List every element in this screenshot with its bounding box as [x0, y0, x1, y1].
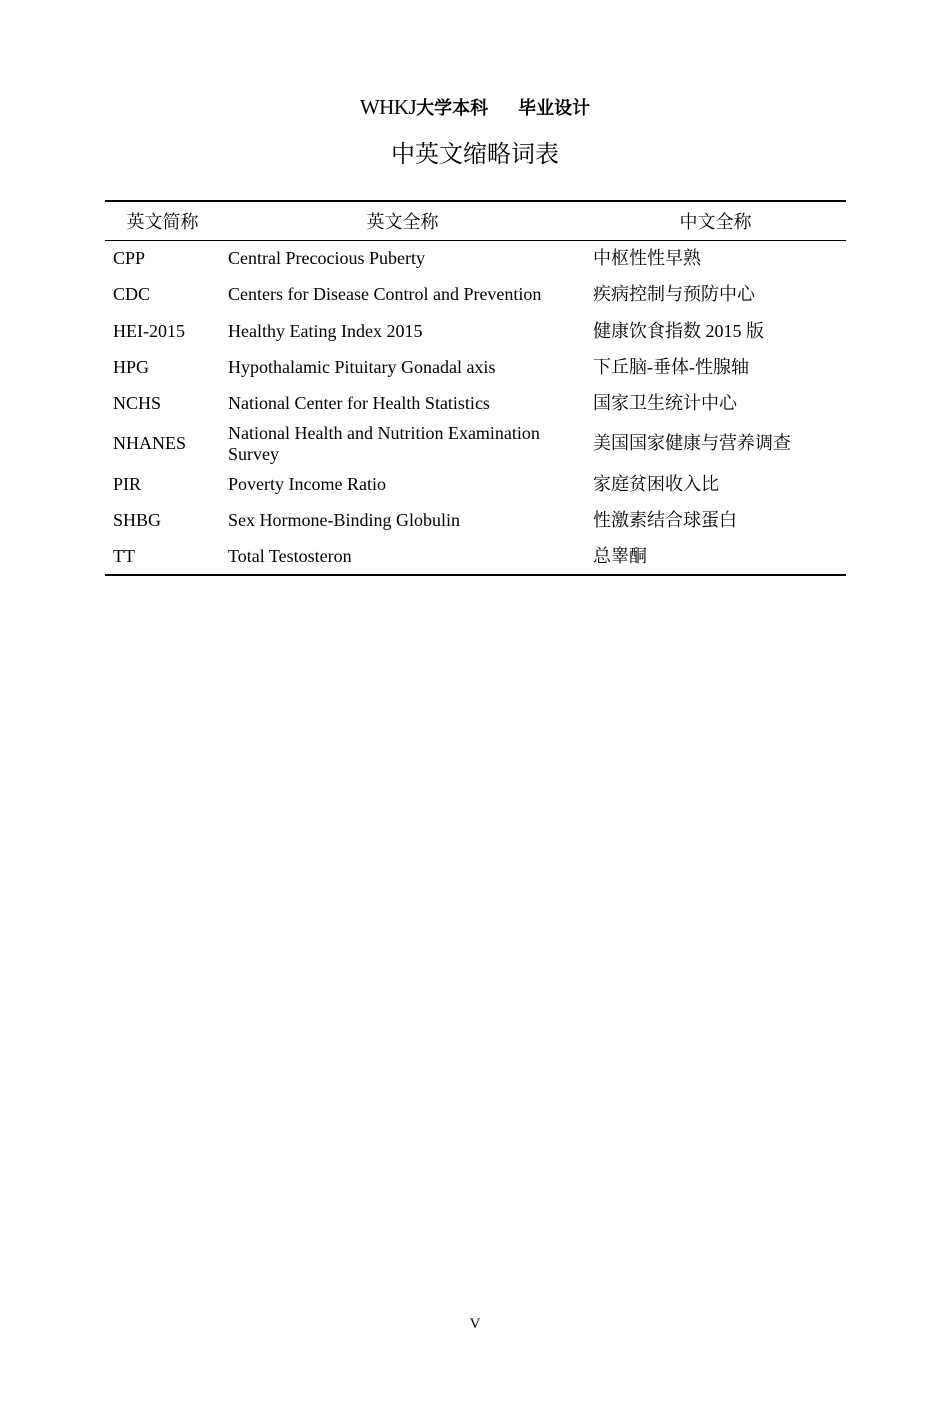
table-row [105, 539, 846, 575]
chinese-cell: 健康饮食指数 2015 版 [593, 320, 764, 341]
abbr-cell: CDC [113, 284, 151, 305]
chinese-cell: 家庭贫困收入比 [593, 473, 719, 494]
table-row [105, 277, 846, 313]
column-header-chinese: 中文全称 [585, 201, 846, 241]
abbr-cell: CPP [113, 248, 146, 269]
abbr-cell: HEI-2015 [113, 320, 185, 341]
chinese-cell: 总睾酮 [585, 539, 846, 575]
chinese-cell: 中枢性性早熟 [593, 248, 701, 269]
english-cell: Total Testosteron [220, 539, 585, 575]
header-type: 毕业设计 [518, 98, 591, 119]
abbr-cell: SHBG [113, 509, 162, 530]
table-row [105, 466, 846, 502]
column-header-english: 英文全称 [220, 201, 585, 241]
table-row [105, 502, 846, 538]
abbreviation-table [105, 200, 846, 576]
english-cell: Poverty Income Ratio [228, 473, 386, 494]
chinese-cell: 下丘脑-垂体-性腺轴 [593, 357, 749, 378]
table-row [105, 241, 846, 277]
abbr-cell: NHANES [113, 433, 187, 454]
chinese-cell: 性激素结合球蛋白 [593, 509, 737, 530]
english-cell: Hypothalamic Pituitary Gonadal axis [228, 357, 496, 378]
running-header [0, 94, 950, 120]
header-school-code: WHKJ [359, 95, 417, 119]
table-header-row [105, 201, 846, 241]
table-row [105, 349, 846, 385]
table-row [105, 386, 846, 422]
english-cell: National Center for Health Statistics [228, 393, 490, 414]
abbr-cell: HPG [113, 357, 150, 378]
header-spacer [488, 97, 518, 119]
chinese-cell: 美国国家健康与营养调查 [593, 433, 791, 454]
header-degree: 大学本科 [416, 98, 489, 119]
english-cell: Healthy Eating Index 2015 [228, 320, 423, 341]
table-row [105, 422, 846, 466]
table-row [105, 313, 846, 349]
page-title: 中英文缩略词表 [391, 140, 559, 168]
abbr-cell: PIR [113, 473, 142, 494]
abbr-cell: NCHS [113, 393, 162, 414]
english-cell: Central Precocious Puberty [228, 248, 425, 269]
english-cell: National Health and Nutrition Examination Survey [228, 422, 540, 464]
page-number: V [469, 1316, 481, 1332]
english-cell: Sex Hormone-Binding Globulin [228, 509, 460, 530]
english-cell: Centers for Disease Control and Prevention [228, 284, 542, 305]
chinese-cell: 国家卫生统计中心 [593, 393, 737, 414]
column-header-abbr: 英文简称 [105, 201, 220, 241]
abbr-cell: TT [105, 539, 220, 575]
chinese-cell: 疾病控制与预防中心 [593, 284, 755, 305]
